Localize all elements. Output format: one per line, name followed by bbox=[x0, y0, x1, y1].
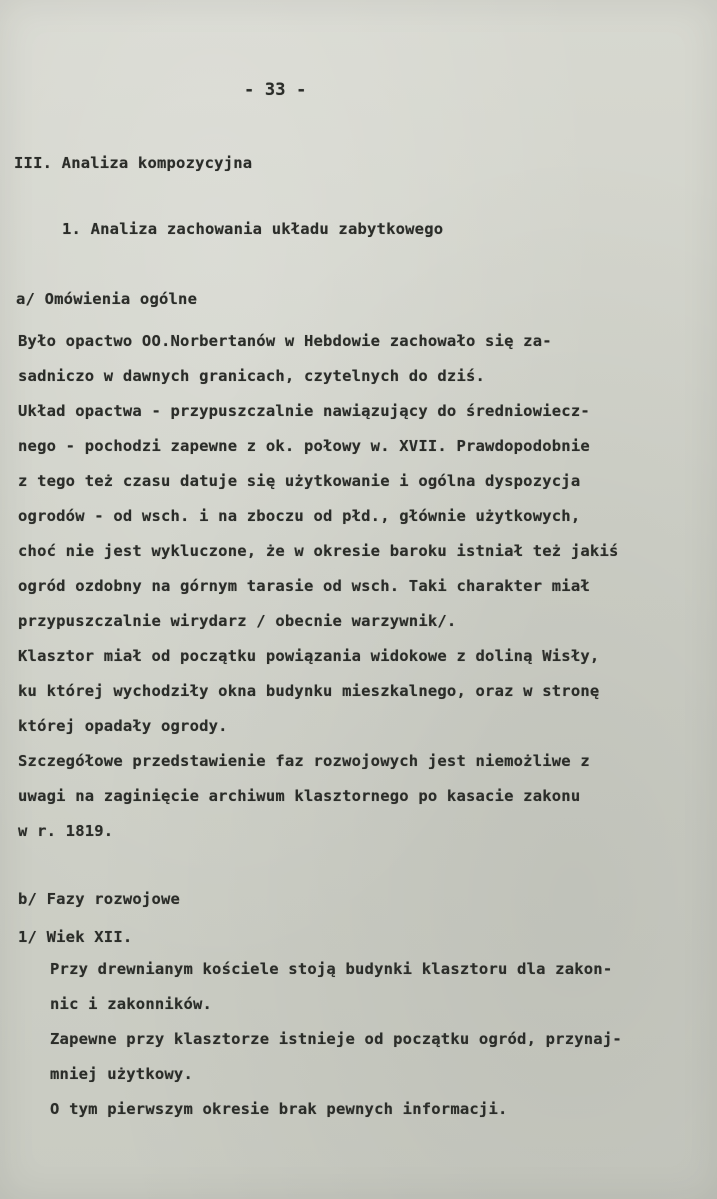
text-line: w r. 1819. bbox=[18, 822, 114, 840]
text-line: której opadały ogrody. bbox=[18, 717, 228, 735]
heading-sub: 1. Analiza zachowania układu zabytkowego bbox=[62, 220, 444, 238]
section-a-title: a/ Omówienia ogólne bbox=[16, 290, 198, 308]
text-line: przypuszczalnie wirydarz / obecnie warzywnik/. bbox=[18, 612, 457, 630]
heading-main: III. Analiza kompozycyjna bbox=[14, 154, 253, 172]
text-line: z tego też czasu datuje się użytkowanie i ogólna dyspozycja bbox=[18, 472, 581, 490]
page-number: - 33 - bbox=[244, 80, 307, 100]
text-line: Przy drewnianym kościele stoją budynki klasztoru dla zakon- bbox=[50, 960, 613, 978]
text-line: Układ opactwa - przypuszczalnie nawiązujący do średniowiecz- bbox=[18, 402, 590, 420]
text-line: nic i zakonników. bbox=[50, 995, 213, 1013]
text-line: nego - pochodzi zapewne z ok. połowy w. XVII. Prawdopodobnie bbox=[18, 437, 590, 455]
text-line: Było opactwo OO.Norbertanów w Hebdowie zachowało się za- bbox=[18, 332, 552, 350]
text-line: O tym pierwszym okresie brak pewnych informacji. bbox=[50, 1100, 508, 1118]
text-line: Klasztor miał od początku powiązania widokowe z doliną Wisły, bbox=[18, 647, 600, 665]
text-line: Zapewne przy klasztorze istnieje od początku ogród, przynaj- bbox=[50, 1030, 622, 1048]
text-line: Szczegółowe przedstawienie faz rozwojowych jest niemożliwe z bbox=[18, 752, 590, 770]
text-line: choć nie jest wykluczone, że w okresie baroku istniał też jakiś bbox=[18, 542, 619, 560]
text-line: uwagi na zaginięcie archiwum klasztornego po kasacie zakonu bbox=[18, 787, 581, 805]
text-line: mniej użytkowy. bbox=[50, 1065, 193, 1083]
text-line: ku której wychodziły okna budynku mieszkalnego, oraz w stronę bbox=[18, 682, 600, 700]
section-b-title: b/ Fazy rozwojowe bbox=[18, 890, 181, 908]
text-line: ogrodów - od wsch. i na zboczu od płd., głównie użytkowych, bbox=[18, 507, 581, 525]
text-line: ogród ozdobny na górnym tarasie od wsch. Taki charakter miał bbox=[18, 577, 590, 595]
section-b-subtitle: 1/ Wiek XII. bbox=[18, 928, 133, 946]
text-line: sadniczo w dawnych granicach, czytelnych do dziś. bbox=[18, 367, 486, 385]
